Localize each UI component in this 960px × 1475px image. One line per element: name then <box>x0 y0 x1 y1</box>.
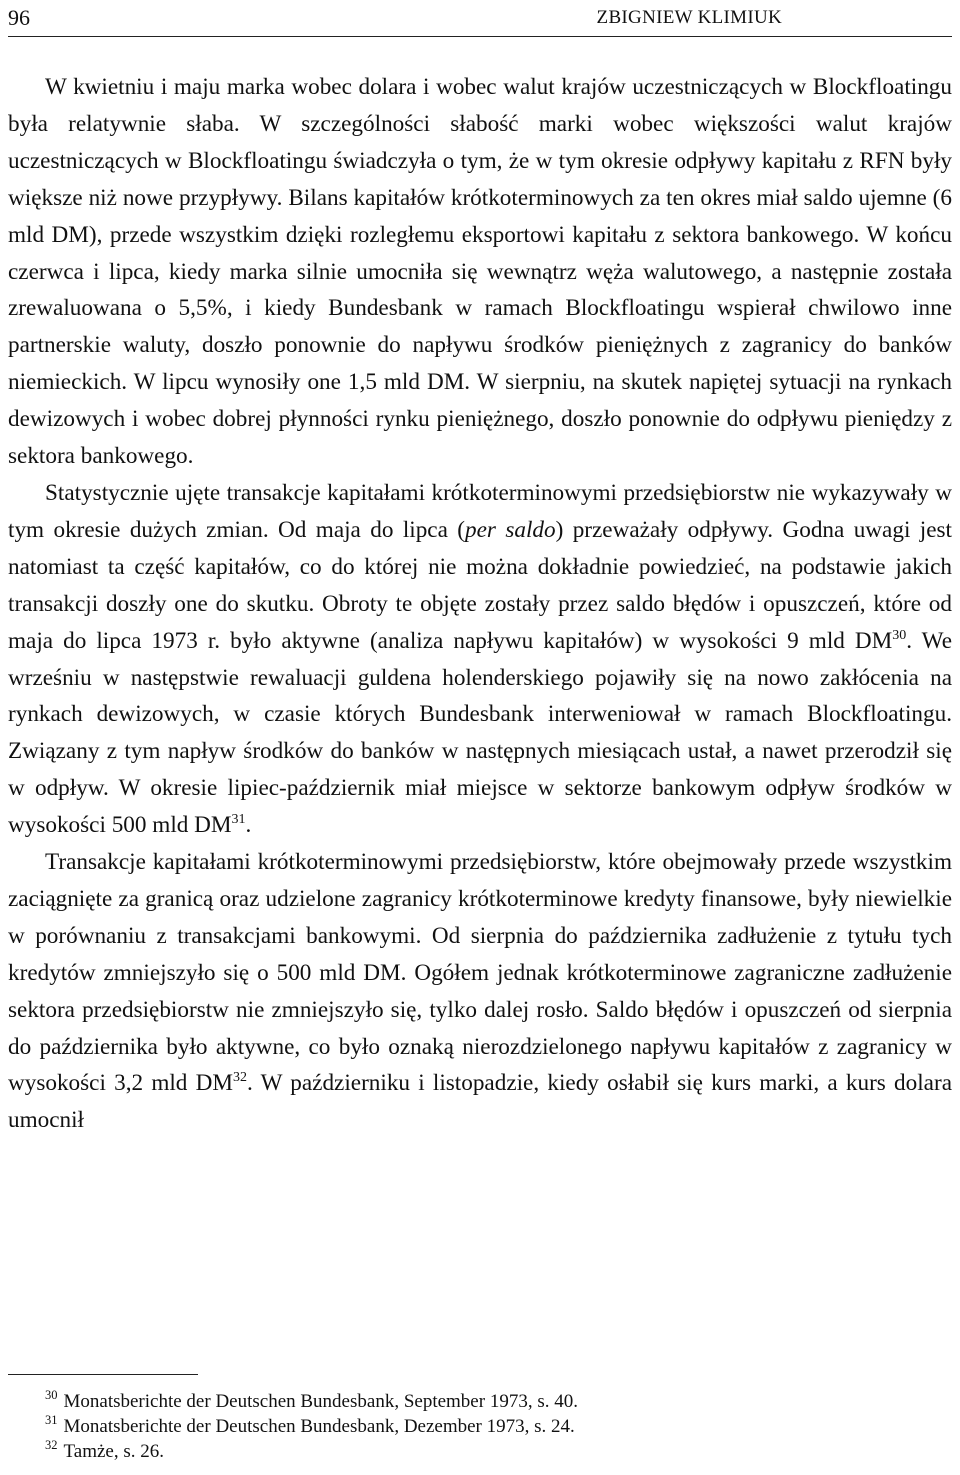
page-header <box>8 0 952 37</box>
paragraph-2-text-d: . <box>245 812 252 839</box>
footnote-divider <box>8 1374 198 1375</box>
footnote-text: Monatsberichte der Deutschen Bundesbank, September 1973, s. 40. <box>63 1391 578 1412</box>
footnote-number: 30 <box>45 1388 58 1402</box>
footnote-text: Tamże, s. 26. <box>63 1441 165 1462</box>
paragraph-2-text-c: . We wrześniu w następstwie rewaluacji guldena holenderskiego pojawiły się na nowo zakłócenia na rynkach dewizowych, w czasie których Bundesbank interweniował w ramach Blockfloatingu. Związany z tym napływ środków do banków w następnych miesiącach ustał, a nawet przerodził się w odpływ. W okresie lipiec-październik miał miejsce w sektorze bankowym odpływ środków w wysokości 500 mld DM <box>8 627 952 839</box>
footnote-30 <box>8 1389 952 1414</box>
footnote-number: 32 <box>45 1438 58 1452</box>
page-number: 96 <box>8 5 30 30</box>
footnotes <box>8 1374 952 1464</box>
paragraph-2-text-b: ) przeważały odpływy. Godna uwagi jest natomiast ta część kapitałów, co do której nie można dokładnie powiedzieć, na podstawie jakich transakcji doszły one do skutku. Obroty te objęte zostały przez saldo błędów i opuszczeń, które od maja do lipca 1973 r. było aktywne (analiza napływu kapitałów) w wysokości 9 mld DM <box>8 516 952 654</box>
footnote-31 <box>8 1414 952 1439</box>
running-head: ZBIGNIEW KLIMIUK <box>596 7 782 28</box>
footnote-32 <box>8 1439 952 1464</box>
footnote-ref-31: 31 <box>231 812 246 828</box>
paragraph-1 <box>8 69 952 475</box>
italic-per-saldo: per saldo <box>465 516 556 543</box>
paragraph-3 <box>8 844 952 1139</box>
paragraph-3-text-a: Transakcje kapitałami krótkoterminowymi przedsiębiorstw, które obejmowały przede wszystkim zaciągnięte za granicą oraz udzielone zagranicy krótkoterminowe kredyty finansowe, były niewielkie w porównaniu z transakcjami bankowymi. Od sierpnia do października zadłużenie z tytułu tych kredytów zmniejszyło się o 500 mld DM. Ogółem jednak krótkoterminowe zagraniczne zadłużenie sektora przedsiębiorstw nie zmniejszyło się, tylko dalej rosło. Saldo błędów i opuszczeń od sierpnia do października było aktywne, co było oznaką nierozdzielonego napływu kapitałów z zagranicy w wysokości 3,2 mld DM <box>8 849 952 1097</box>
paragraph-2-text-a: Statystycznie ujęte transakcje kapitałami krótkoterminowymi przedsiębiorstw nie wykazywały w tym okresie dużych zmian. Od maja do lipca ( <box>8 479 952 543</box>
footnote-ref-30: 30 <box>892 627 907 643</box>
footnote-number: 31 <box>45 1413 58 1427</box>
paragraph-2 <box>8 475 952 844</box>
paragraph-1-text: W kwietniu i maju marka wobec dolara i wobec walut krajów uczestniczących w Blockfloatingu była relatywnie słaba. W szczególności słabość marki wobec większości walut krajów uczestniczących w Blockfloatingu świadczyła o tym, że w tym okresie odpływy kapitału z RFN były większe niż nowe przypływy. Bilans kapitałów krótkoterminowych za ten okres miał saldo ujemne (6 mld DM), przede wszystkim dzięki rozległemu eksportowi kapitału z sektora bankowego. W końcu czerwca i lipca, kiedy marka silnie umocniła się wewnątrz węża walutowego, a następnie została zrewaluowana o 5,5%, i kiedy Bundesbank w ramach Blockfloatingu wspierał chwilowo inne partnerskie waluty, doszło ponownie do napływu środków pieniężnych z zagranicy do banków niemieckich. W lipcu wynosiły one 1,5 mld DM. W sierpniu, na skutek napiętej sytuacji na rynkach dewizowych i wobec dobrej płynności rynku pieniężnego, doszło ponownie do odpływu pieniędzy z sektora bankowego. <box>8 74 952 470</box>
footnote-text: Monatsberichte der Deutschen Bundesbank, Dezember 1973, s. 24. <box>63 1416 575 1437</box>
footnote-ref-32: 32 <box>232 1070 247 1086</box>
body-text <box>8 69 952 1139</box>
paragraph-3-text-b: . W październiku i listopadzie, kiedy osłabił się kurs marki, a kurs dolara umocnił <box>8 1070 952 1134</box>
